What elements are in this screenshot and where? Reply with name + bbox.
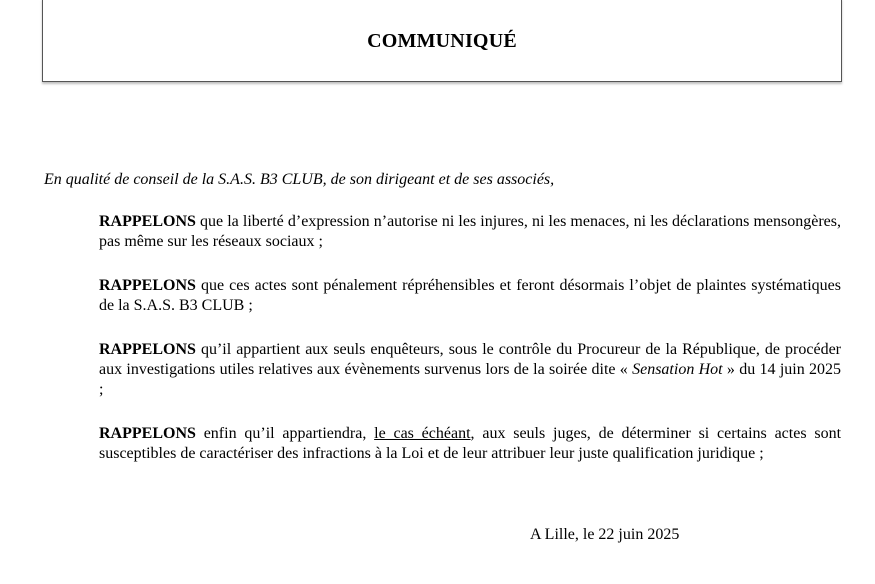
paragraph-2 — [99, 276, 841, 316]
paragraph-4 — [99, 424, 841, 464]
paragraph-lead: RAPPELONS — [99, 277, 196, 294]
paragraph-lead: RAPPELONS — [99, 213, 196, 230]
paragraph-text: enfin qu’il appartiendra, — [195, 425, 375, 442]
paragraph-text: » du 14 juin 2025 ; — [99, 361, 842, 398]
paragraph-3 — [99, 340, 841, 400]
paragraph-text: que la liberté d’expression n’autorise ni les injures, ni les menaces, ni les déclarations mensongères, pas même sur les réseaux sociaux ; — [99, 213, 841, 250]
paragraph-lead: RAPPELONS — [99, 425, 196, 442]
paragraph-text: que ces actes sont pénalement répréhensibles et feront désormais l’objet de plaintes systématiques de la S.A.S. B3 CLUB ; — [99, 277, 841, 314]
paragraph-lead: RAPPELONS — [99, 341, 196, 358]
underlined-phrase: le cas échéant — [374, 425, 471, 442]
place-date-signature: A Lille, le 22 juin 2025 — [530, 526, 680, 543]
title-box — [42, 0, 842, 82]
paragraph-1 — [99, 212, 841, 252]
document-title: COMMUNIQUÉ — [367, 30, 517, 52]
event-name: Sensation Hot — [632, 361, 723, 378]
intro-line: En qualité de conseil de la S.A.S. B3 CLUB, de son dirigeant et de ses associés, — [44, 171, 555, 188]
paragraph-text: , aux seuls juges, de déterminer si certains actes sont susceptibles de caractériser des infractions à la Loi et de leur attribuer leur juste qualification juridique ; — [99, 425, 842, 462]
paragraph-text: qu’il appartient aux seuls enquêteurs, sous le contrôle du Procureur de la République, de procéder aux investigations utiles relatives aux évènements survenus lors de la soirée dite « — [99, 341, 841, 378]
